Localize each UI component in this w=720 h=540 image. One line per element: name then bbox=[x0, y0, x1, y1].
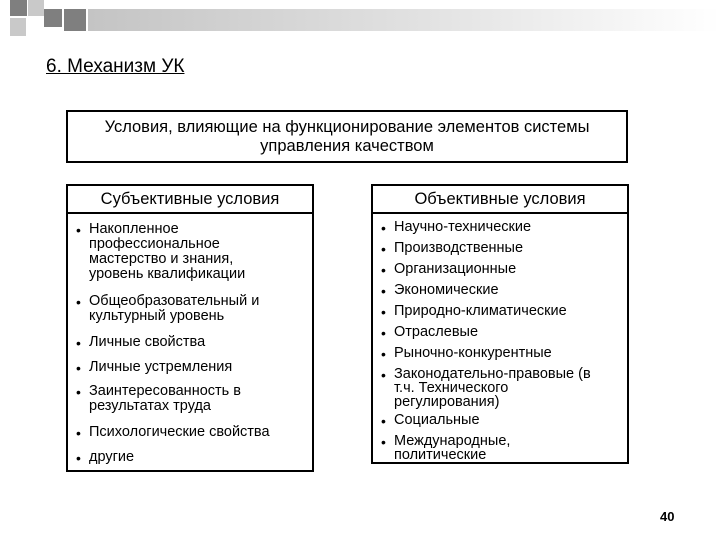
objective-item bbox=[379, 304, 621, 319]
objective-item-line: • Научно-технические bbox=[394, 219, 532, 235]
subjective-item-line: профессиональное bbox=[89, 236, 220, 252]
objective-item-line: • Социальные bbox=[394, 412, 480, 428]
objective-item bbox=[379, 367, 621, 409]
objective-item-line: • Рыночно-конкурентные bbox=[394, 345, 552, 361]
subjective-item-line: • Общеобразовательный и bbox=[89, 293, 260, 309]
objective-item-line: • Законодательно-правовые (в bbox=[394, 366, 591, 382]
subjective-item-line: • другие bbox=[89, 449, 135, 465]
subjective-heading: Субъективные условия bbox=[100, 189, 280, 208]
decor-header-bar bbox=[88, 9, 720, 31]
objective-item-line: • Организационные bbox=[394, 261, 517, 277]
subjective-item-line: • Личные устремления bbox=[89, 359, 233, 375]
objective-item bbox=[379, 325, 621, 340]
objective-item-line: • Отраслевые bbox=[394, 324, 479, 340]
decor-square-5 bbox=[64, 9, 86, 31]
subjective-item-line: результатах труда bbox=[89, 398, 211, 414]
subjective-item-line: • Психологические свойства bbox=[89, 424, 270, 440]
objective-item-line: регулирования) bbox=[394, 394, 500, 410]
objective-item bbox=[379, 220, 621, 235]
subjective-item-line: мастерство и знания, bbox=[89, 251, 234, 267]
objective-item-line: • Экономические bbox=[394, 282, 499, 298]
subjective-item-line: культурный уровень bbox=[89, 308, 225, 324]
objective-item bbox=[379, 434, 621, 462]
objective-item-line: • Международные, bbox=[394, 433, 511, 449]
objective-item-line: • Производственные bbox=[394, 240, 524, 256]
objective-item-line: т.ч. Технического bbox=[394, 380, 509, 396]
objective-heading-box bbox=[371, 184, 629, 214]
subjective-item-line: • Накопленное bbox=[89, 221, 179, 237]
objective-item bbox=[379, 241, 621, 256]
subjective-heading-box bbox=[66, 184, 314, 214]
objective-item-line: политические bbox=[394, 447, 487, 463]
slide-title: 6. Механизм УК bbox=[46, 56, 185, 77]
objective-item bbox=[379, 346, 621, 361]
subjective-item bbox=[74, 384, 306, 414]
subjective-item bbox=[74, 425, 306, 440]
objective-heading: Объективные условия bbox=[414, 189, 586, 208]
objective-item bbox=[379, 262, 621, 277]
decor-square-1 bbox=[10, 0, 27, 16]
subjective-item bbox=[74, 335, 306, 350]
subjective-item bbox=[74, 360, 306, 375]
page-number: 40 bbox=[660, 509, 675, 524]
subjective-item-line: • Личные свойства bbox=[89, 334, 206, 350]
objective-item bbox=[379, 413, 621, 428]
subjective-item-line: уровень квалификации bbox=[89, 266, 246, 282]
objective-item-line: • Природно-климатические bbox=[394, 303, 567, 319]
decor-square-3 bbox=[44, 9, 62, 27]
decor-square-2 bbox=[28, 0, 44, 16]
subjective-item bbox=[74, 222, 306, 282]
main-box-line-1: Условия, влияющие на функционирование элементов системы bbox=[104, 117, 590, 136]
objective-item bbox=[379, 283, 621, 298]
main-box-line-2: управления качеством bbox=[260, 136, 434, 155]
subjective-item bbox=[74, 450, 306, 465]
objective-list-box bbox=[371, 214, 629, 464]
subjective-item-line: • Заинтересованность в bbox=[89, 383, 241, 399]
subjective-list-box bbox=[66, 214, 314, 472]
subjective-item bbox=[74, 294, 306, 324]
main-conditions-box bbox=[66, 110, 628, 163]
decor-square-4 bbox=[10, 18, 26, 36]
